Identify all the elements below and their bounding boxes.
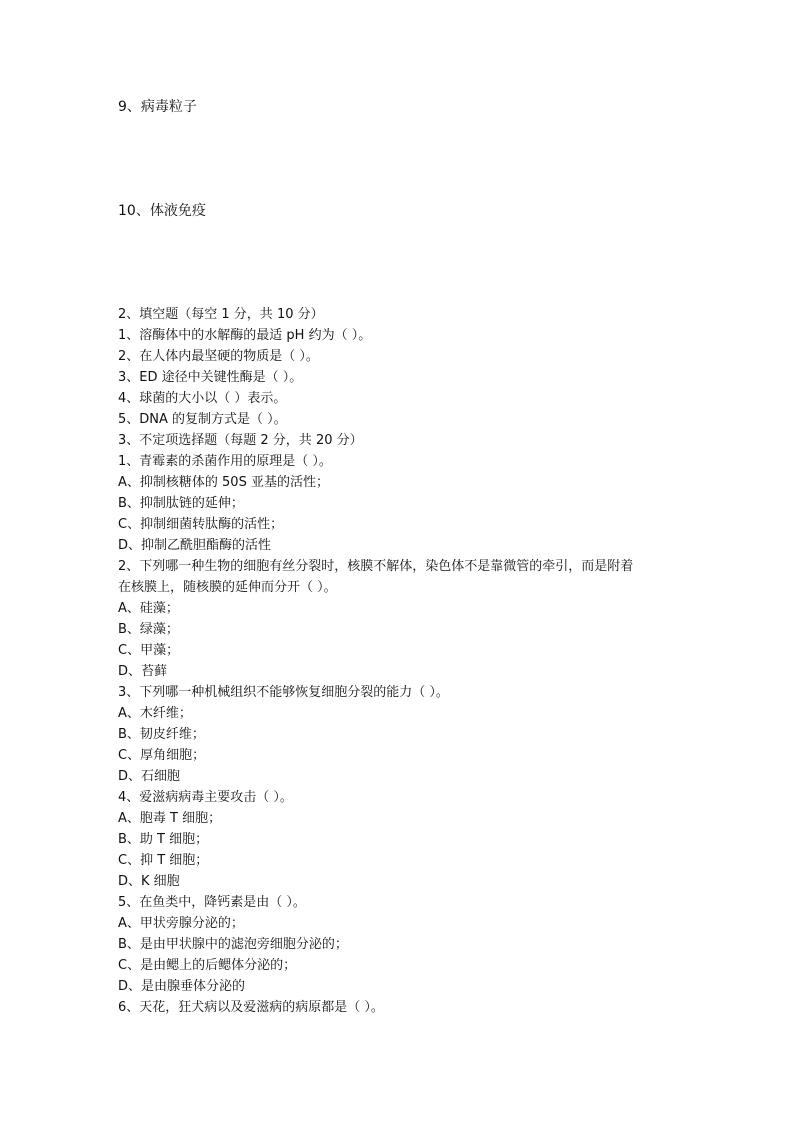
option-line: D、抑制乙酰胆酯酶的活性 — [118, 538, 272, 553]
question-4: 4、爱滋病病毒主要攻击（ ）。 — [118, 790, 293, 805]
option-line: D、是由腺垂体分泌的 — [118, 979, 246, 994]
question-3: 3、下列哪一种机械组织不能够恢复细胞分裂的能力（ ）。 — [118, 685, 449, 700]
option-line: A、硅藻； — [118, 601, 179, 616]
question-2-continued: 在核膜上，随核膜的延伸而分开（ ）。 — [118, 580, 337, 595]
option-line: A、甲状旁腺分泌的； — [118, 916, 244, 931]
option-line: C、抑 T 细胞； — [118, 853, 209, 868]
fill-blank-question: 5、DNA 的复制方式是（ ）。 — [118, 412, 287, 427]
option-line: D、苔藓 — [118, 664, 168, 679]
option-line: A、胞毒 T 细胞； — [118, 811, 222, 826]
option-line: C、甲藻； — [118, 643, 180, 658]
question-6: 6、天花，狂犬病以及爱滋病的病原都是（ ）。 — [118, 1000, 384, 1015]
fill-blank-question: 4、球菌的大小以（ ）表示。 — [118, 391, 287, 406]
option-line: D、K 细胞 — [118, 874, 180, 889]
question-2: 2、下列哪一种生物的细胞有丝分裂时，核膜不解体，染色体不是靠微管的牵引，而是附着 — [118, 559, 634, 574]
question-5: 5、在鱼类中，降钙素是由（ ）。 — [118, 895, 306, 910]
fill-blank-heading: 2、填空题（每空 1 分，共 10 分） — [118, 307, 324, 322]
option-line: C、是由鳃上的后鳃体分泌的； — [118, 958, 297, 973]
option-line: C、厚角细胞； — [118, 748, 206, 763]
fill-blank-question: 2、在人体内最坚硬的物质是（ ）。 — [118, 349, 319, 364]
option-line: B、抑制肽链的延伸； — [118, 496, 244, 511]
option-line: A、抑制核糖体的 50S 亚基的活性； — [118, 475, 329, 490]
multi-choice-heading: 3、不定项选择题（每题 2 分，共 20 分） — [118, 433, 363, 448]
option-line: B、绿藻； — [118, 622, 179, 637]
question-1: 1、青霉素的杀菌作用的原理是（ ）。 — [118, 454, 332, 469]
option-line: C、抑制细菌转肽酶的活性； — [118, 517, 284, 532]
option-line: B、助 T 细胞； — [118, 832, 209, 847]
option-line: A、木纤维； — [118, 706, 192, 721]
definition-item-9: 9、病毒粒子 — [118, 99, 197, 115]
option-line: D、石细胞 — [118, 769, 181, 784]
fill-blank-question: 1、溶酶体中的水解酶的最适 pH 约为（ ）。 — [118, 328, 372, 343]
fill-blank-question: 3、ED 途径中关键性酶是（ ）。 — [118, 370, 303, 385]
option-line: B、是由甲状腺中的滤泡旁细胞分泌的； — [118, 937, 348, 952]
definition-item-10: 10、体液免疫 — [118, 203, 206, 219]
option-line: B、韧皮纤维； — [118, 727, 205, 742]
